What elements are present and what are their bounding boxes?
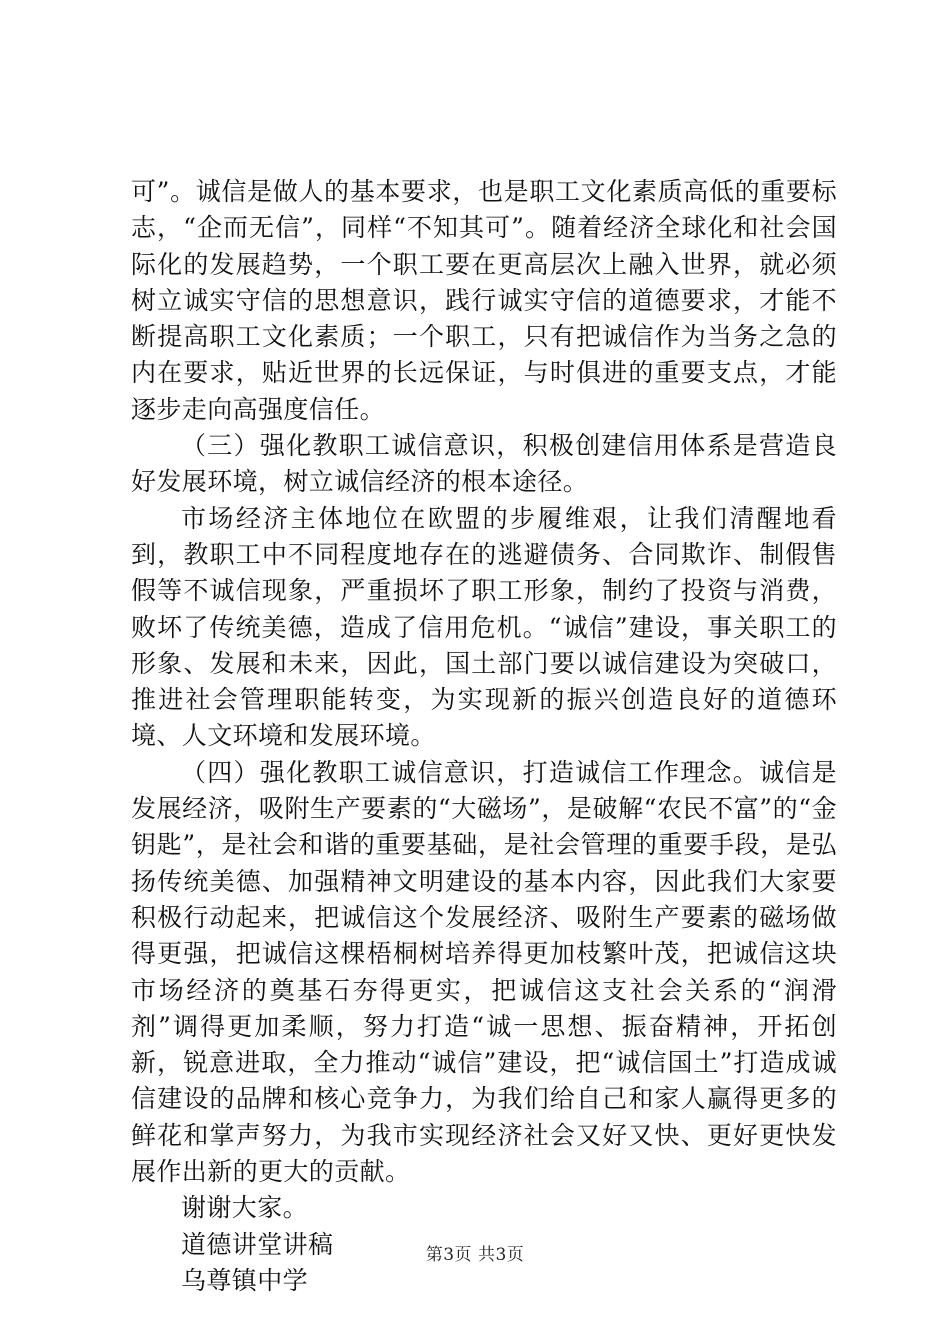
document-body [131, 174, 837, 1299]
paragraph-continuation: 可”。诚信是做人的基本要求，也是职工文化素质高低的重要标志，“企而无信”，同样“不知其可”。随着经济全球化和社会国际化的发展趋势，一个职工要在更高层次上融入世界，就必须树立诚实守信的思想意识，践行诚实守信的道德要求，才能不断提高职工文化素质；一个职工，只有把诚信作为当务之急的内在要求，贴近世界的长远保证，与时俱进的重要支点，才能逐步走向高强度信任。 [131, 177, 837, 424]
document-title-line: 道德讲堂讲稿 [181, 1229, 334, 1259]
school-name: 乌尊镇中学 [181, 1265, 309, 1295]
paragraph-section-four: （四）强化教职工诚信意识，打造诚信工作理念。诚信是发展经济，吸附生产要素的“大磁场”，是破解“农民不富”的“金钥匙”，是社会和谐的重要基础，是社会管理的重要手段，是弘扬传统美德、加强精神文明建设的基本内容，因此我们大家要积极行动起来，把诚信这个发展经济、吸附生产要素的磁场做得更强，把诚信这棵梧桐树培养得更加枝繁叶茂，把诚信这块市场经济的奠基石夯得更实，把诚信这支社会关系的“润滑剂”调得更加柔顺，努力打造“诚一思想、振奋精神，开拓创新，锐意进取，全力推动“诚信”建设，把“诚信国土”打造成诚信建设的品牌和核心竞争力，为我们给自己和家人赢得更多的鲜花和掌声努力，为我市实现经济社会又好又快、更好更快发展作出新的更大的贡献。 [131, 757, 837, 1187]
closing-thanks: 谢谢大家。 [181, 1193, 309, 1223]
paragraph-section-three: （三）强化教职工诚信意识，积极创建信用体系是营造良好发展环境，树立诚信经济的根本途径。 [131, 431, 837, 497]
page-number-footer: 第3页 共3页 [425, 1245, 525, 1265]
paragraph-market-economy: 市场经济主体地位在欧盟的步履维艰，让我们清醒地看到，教职工中不同程度地存在的逃避债务、合同欺诈、制假售假等不诚信现象，严重损坏了职工形象，制约了投资与消费，败坏了传统美德，造成了信用危机。“诚信”建设，事关职工的形象、发展和未来，因此，国土部门要以诚信建设为突破口，推进社会管理职能转变，为实现新的振兴创造良好的道德环境、人文环境和发展环境。 [131, 503, 837, 751]
